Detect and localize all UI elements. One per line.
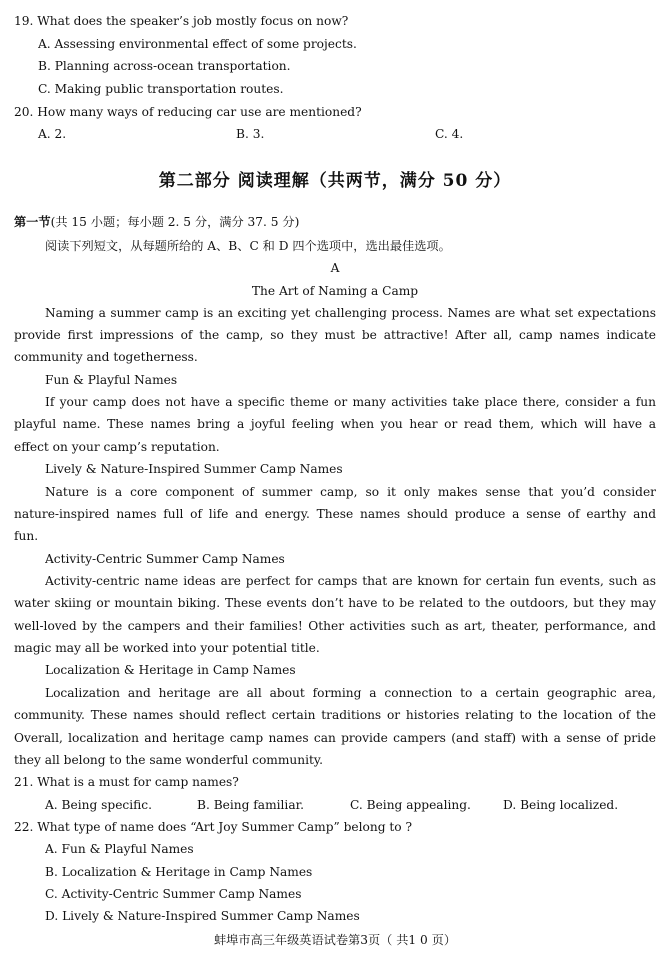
question-22-option-a: A. Fun & Playful Names — [45, 842, 194, 856]
paragraph-5-line-1: Localization and heritage are all about forming a connection to a certain geographic area, — [45, 686, 656, 700]
paragraph-4-line-2: water skiing or mountain biking. These events don’t have to be related to the outdoors, but they may — [14, 596, 656, 610]
paragraph-2-line-3: effect on your camp’s reputation. — [14, 440, 220, 454]
question-20-option-a: A. 2. — [38, 127, 67, 141]
question-19-option-b: B. Planning across-ocean transportation. — [38, 59, 291, 73]
subheading-nature-inspired: Lively & Nature-Inspired Summer Camp Names — [45, 462, 343, 476]
subheading-fun-playful: Fun & Playful Names — [45, 373, 178, 387]
question-19: 19. What does the speaker’s job mostly focus on now? — [14, 14, 349, 28]
paragraph-1-line-1: Naming a summer camp is an exciting yet challenging process. Names are what set expectations — [45, 306, 656, 320]
paragraph-2-line-2: playful name. These names bring a joyful feeling when you hear or read them, which will have a — [14, 417, 656, 431]
question-21-option-b: B. Being familiar. — [197, 798, 304, 812]
section-instruction: 阅读下列短文，从每题所给的 A、B、C 和 D 四个选项中，选出最佳选项。 — [45, 239, 451, 253]
question-22-option-c: C. Activity-Centric Summer Camp Names — [45, 887, 302, 901]
question-20: 20. How many ways of reducing car use are mentioned? — [14, 105, 362, 119]
part-two-title: 第二部分 阅读理解（共两节，满分 50 分） — [158, 171, 512, 191]
paragraph-1-line-3: community and togetherness. — [14, 350, 198, 364]
paragraph-4-line-1: Activity-centric name ideas are perfect for camps that are known for certain fun events, such as — [45, 574, 656, 588]
paragraph-3-line-2: nature-inspired names full of life and energy. These names should produce a sense of earthy and — [14, 507, 656, 521]
passage-letter: A — [330, 261, 340, 275]
question-22-option-b: B. Localization & Heritage in Camp Names — [45, 865, 313, 879]
paragraph-3-line-1: Nature is a core component of summer camp, so it only makes sense that you’d consider — [45, 485, 656, 499]
question-19-option-a: A. Assessing environmental effect of some projects. — [38, 37, 357, 51]
section-one-heading — [14, 214, 656, 231]
question-20-option-c: C. 4. — [435, 127, 464, 141]
paragraph-2-line-1: If your camp does not have a specific theme or many activities take place there, consider a fun — [45, 395, 656, 409]
paragraph-3-line-3: fun. — [14, 529, 39, 543]
paragraph-4-line-3: well-loved by the campers and their families! Other activities such as art, theater, performance, and — [14, 619, 656, 633]
question-22: 22. What type of name does “Art Joy Summer Camp” belong to ? — [14, 820, 413, 834]
subheading-localization-heritage: Localization & Heritage in Camp Names — [45, 663, 296, 677]
paragraph-5-line-4: they all belong to the same wonderful community. — [14, 753, 324, 767]
section-info: (共 15 小题；每小题 2. 5 分，满分 37. 5 分) — [50, 215, 300, 229]
question-20-option-b: B. 3. — [236, 127, 265, 141]
paragraph-5-line-2: community. These names should reflect certain traditions or histories relating to the location of the — [14, 708, 656, 722]
question-19-option-c: C. Making public transportation routes. — [38, 82, 284, 96]
page-footer: 蚌埠市高三年级英语试卷第3页（ 共1 0 页） — [213, 933, 457, 947]
question-21: 21. What is a must for camp names? — [14, 775, 239, 789]
question-22-option-d: D. Lively & Nature-Inspired Summer Camp Names — [45, 909, 360, 923]
section-label: 第一节 — [14, 215, 51, 229]
passage-title: The Art of Naming a Camp — [251, 284, 419, 298]
question-21-option-c: C. Being appealing. — [350, 798, 471, 812]
paragraph-5-line-3: Overall, localization and heritage camp names can provide campers (and staff) with a sense of pride — [14, 731, 656, 745]
paragraph-1-line-2: provide first impressions of the camp, so they must be attractive! After all, camp names indicate — [14, 328, 656, 342]
question-21-option-a: A. Being specific. — [45, 798, 152, 812]
subheading-activity-centric: Activity-Centric Summer Camp Names — [45, 552, 285, 566]
question-21-option-d: D. Being localized. — [503, 798, 619, 812]
paragraph-4-line-4: magic may all be worked into your potential title. — [14, 641, 320, 655]
